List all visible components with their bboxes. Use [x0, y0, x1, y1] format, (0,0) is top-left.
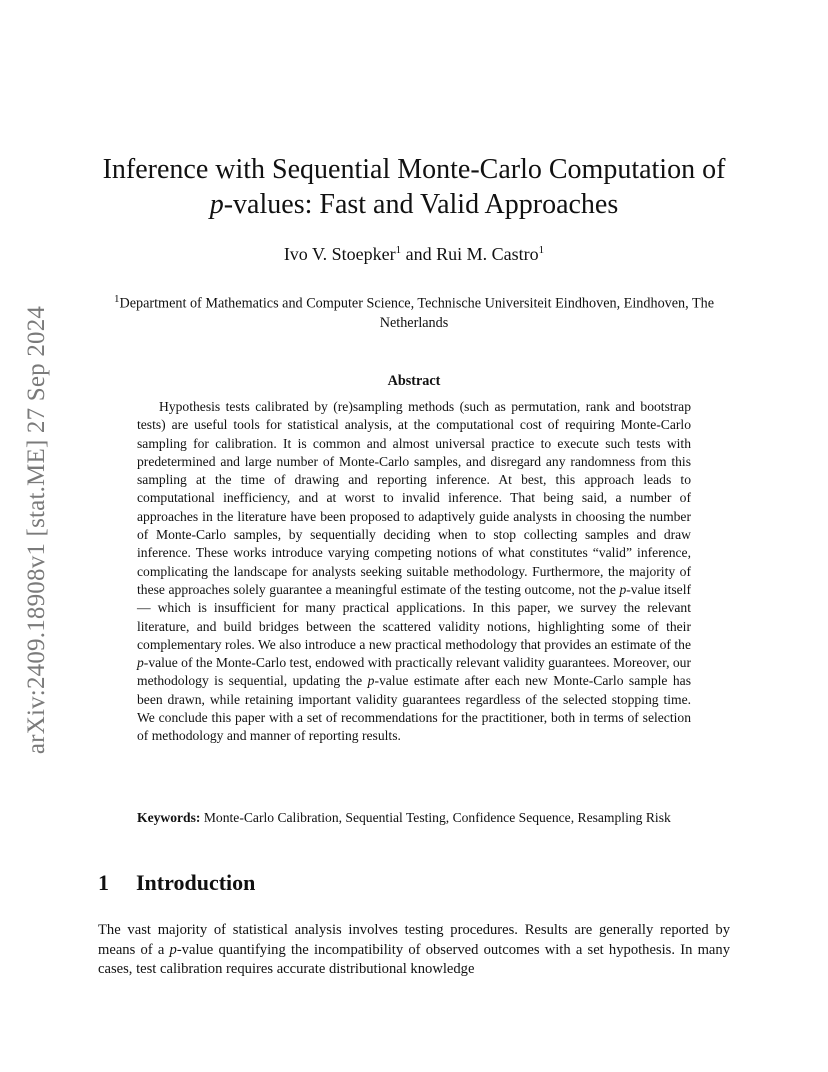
- author-2: Rui M. Castro: [436, 244, 539, 264]
- abstract-seg-3: -value of the Monte-Carlo test, endowed with practically relevant validity guarantees. Moreover, our methodology is sequential, updating the: [137, 655, 691, 689]
- abstract-seg-1: Hypothesis tests calibrated by (re)sampling methods (such as permutation, rank and bootstrap tests) are useful tools for statistical analysis, at the computational cost of requiring Monte-Carlo sampling for calibration. It is common and almost universal practice to execute such tests with predetermined and large number of Monte-Carlo samples, and disregard any randomness from this sampling at the time of drawing and reporting inference. At best, this approach leads to computational inefficiency, and at worst to invalid inference. That being said, a number of approaches in the literature have been proposed to adaptively guide analysts in choosing the number of Monte-Carlo samples, by sequentially deciding when to stop collecting samples and draw inference. These works introduce varying competing notions of what constitutes “valid” inference, complicating the landscape for analysts seeking suitable methodology. Furthermore, the majority of these approaches solely guarantee a meaningful estimate of the testing outcome, not the: [137, 399, 691, 597]
- section-heading: [98, 870, 255, 896]
- author-connector: and: [401, 244, 437, 264]
- title-line-2-rest: -values: Fast and Valid Approaches: [223, 189, 619, 220]
- affiliation-mark: 1: [113, 293, 120, 305]
- author-1: Ivo V. Stoepker: [283, 244, 396, 264]
- section-title: Introduction: [136, 870, 256, 895]
- abstract-seg-4: -value estimate after each new Monte-Carlo sample has been drawn, while retaining important validity guarantees regardless of the selected stopping time. We conclude this paper with a set of recommendations for the practitioner, both in terms of selection of methodology and manner of reporting results.: [137, 673, 691, 744]
- arxiv-side-stamp: [10, 280, 64, 780]
- intro-p-italic: p: [169, 941, 177, 958]
- abstract-seg-2: -value itself — which is insufficient for many practical applications. In this paper, we survey the relevant literature, and build bridges between the scattered validity notions, highlighting some of their complementary roles. We also introduce a new practical methodology that provides an estimate of the: [137, 581, 692, 652]
- keywords-label: Keywords:: [137, 810, 201, 825]
- abstract-heading: Abstract: [387, 373, 441, 389]
- keywords-text: Monte-Carlo Calibration, Sequential Testing, Confidence Sequence, Resampling Risk: [203, 810, 671, 825]
- title-line-1: Inference with Sequential Monte-Carlo Computation of: [102, 154, 726, 185]
- author-list: [80, 244, 748, 265]
- abstract-p-italic-3: p: [367, 673, 375, 689]
- affiliation: [110, 290, 718, 333]
- author-2-affiliation-mark: 1: [538, 244, 545, 256]
- section-number: 1: [98, 870, 109, 895]
- intro-seg-2: -value quantifying the incompatibility of observed outcomes with a set hypothesis. In many cases, test calibration requires accurate distributional knowledge: [98, 941, 730, 978]
- paper-title: [80, 152, 748, 222]
- arxiv-identifier: arXiv:2409.18908v1 [stat.ME] 27 Sep 2024: [23, 305, 51, 755]
- intro-paragraph: [98, 921, 730, 980]
- title-line-2: [80, 187, 748, 222]
- abstract-p-italic-1: p: [619, 581, 627, 597]
- title-p-italic: p: [209, 189, 224, 220]
- keywords: [137, 809, 691, 827]
- abstract-body: [137, 398, 691, 746]
- affiliation-text: Department of Mathematics and Computer Science, Technische Universiteit Eindhoven, Eindhoven, The Netherlands: [119, 295, 715, 331]
- author-1-affiliation-mark: 1: [395, 244, 402, 256]
- intro-seg-1: The vast majority of statistical analysis involves testing procedures. Results are generally reported by means of a: [98, 922, 730, 958]
- abstract-p-italic-2: p: [137, 655, 144, 671]
